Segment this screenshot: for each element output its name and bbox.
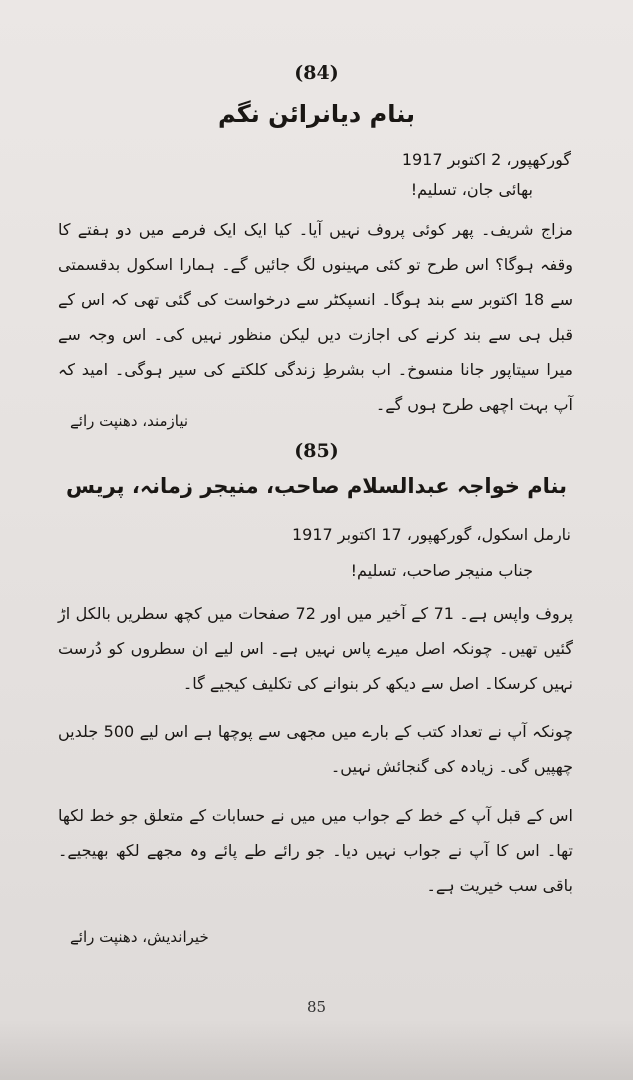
letter-salutation: جناب منیجر صاحب، تسلیم! [350,561,533,580]
page-number: 85 [306,998,327,1016]
letter-number: (85) [294,440,339,462]
letter-signature: خیراندیش، دھنپت رائے [70,928,209,946]
letter-title: بنام خواجہ عبدالسلام صاحب، منیجر زمانہ، پریس [66,474,567,498]
letter-signature: نیازمند، دھنپت رائے [70,412,189,430]
letter-number: (84) [294,62,339,84]
letter-paragraph: مزاج شریف۔ پھر کوئی پروف نہیں آیا۔ کیا ایک ایک فرمے میں دو ہفتے کا وقفہ ہوگا؟ اس طرح تو کئی مہینوں لگ جائیں گے۔ ہمارا اسکول بدقسمتی سے 18 اکتوبر سے بند ہوگا۔ انسپکٹر سے درخواست کی گئی تھی کہ اس کے قبل ہی سے بند کرنے کی اجازت دیں لیکن منظور نہیں کی۔ اس وجہ سے میرا سیتاپور جانا منسوخ۔ اب بشرطِ زندگی کلکتے کی سیر ہوگی۔ امید کہ آپ بہت اچھی طرح ہوں گے۔ [58,220,573,414]
letter-paragraph: پروف واپس ہے۔ 71 کے آخیر میں اور 72 صفحات میں کچھ سطریں بالکل اڑ گئیں تھیں۔ چونکہ اصل میرے پاس نہیں ہے۔ اس لیے ان سطروں کو دُرست نہیں کرسکا۔ اصل سے دیکھ کر بنوانے کی تکلیف کیجیے گا۔ [58,604,574,693]
letter-date: نارمل اسکول، گورکھپور، 17 اکتوبر 1917 [291,525,571,544]
letter-salutation: بھائی جان، تسلیم! [410,180,533,199]
letter-paragraph: اس کے قبل آپ کے خط کے جواب میں میں نے حسابات کے متعلق جو خط لکھا تھا۔ اس کا آپ نے جواب نہیں دیا۔ جو رائے طے پائے وہ مجھے لکھ بھیجیے۔ باقی سب خیریت ہے۔ [58,806,573,895]
letter-title: بنام دیانرائن نگم [217,100,416,128]
page-edge-shadow [0,1020,633,1080]
letter-date: گورکھپور، 2 اکتوبر 1917 [401,150,571,169]
letter-paragraph: چونکہ آپ نے تعداد کتب کے بارے میں مجھی سے پوچھا ہے اس لیے 500 جلدیں چھپیں گی۔ زیادہ کی گنجائش نہیں۔ [58,722,573,776]
